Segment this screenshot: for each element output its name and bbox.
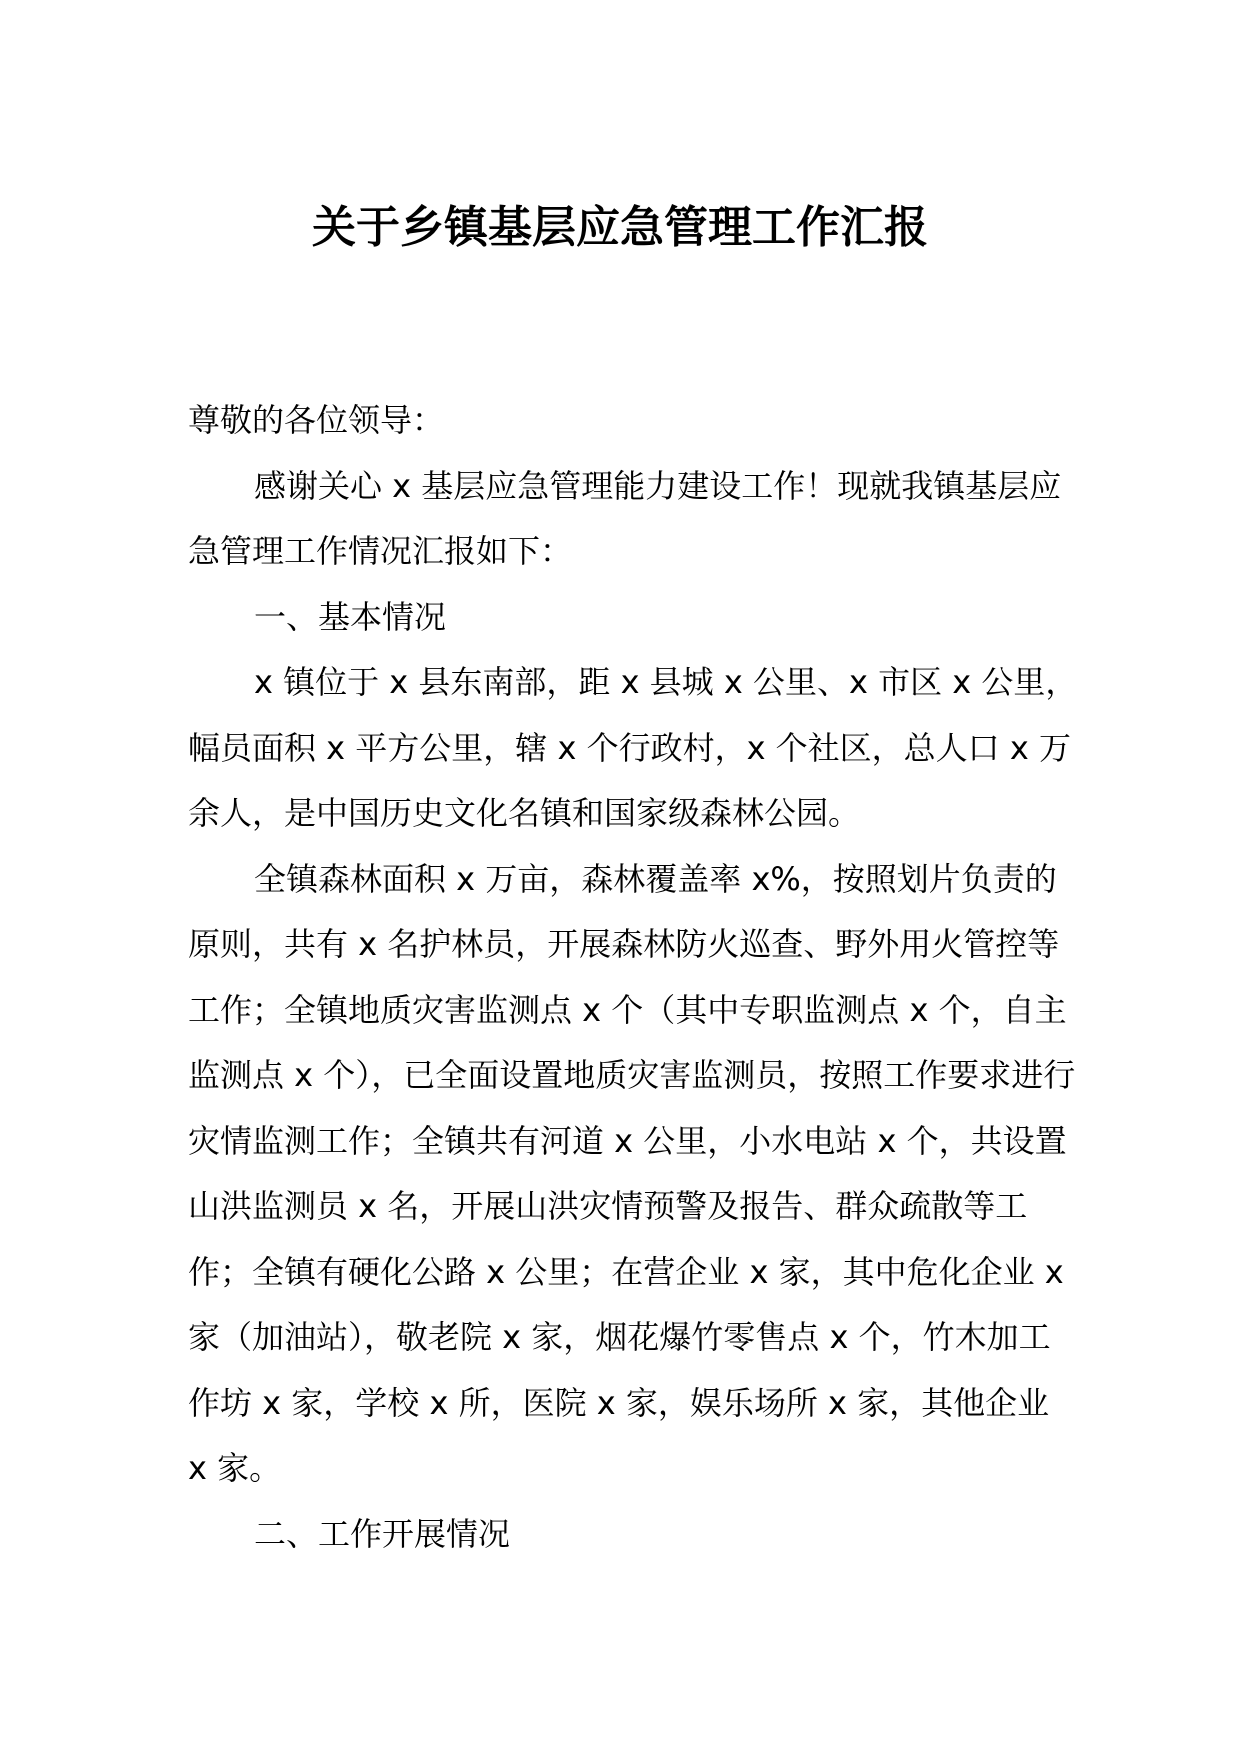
section-heading-work-progress: 二、工作开展情况 [254,1514,511,1553]
document-title: 关于乡镇基层应急管理工作汇报 [312,202,928,253]
section-heading-basic-situation: 一、基本情况 [254,597,447,636]
document-body [188,388,1078,1567]
town-overview-paragraph: x 镇位于 x 县东南部，距 x 县城 x 公里、x 市区 x 公里，幅员面积 x 平方公里，辖 x 个行政村，x 个社区，总人口 x 万余人，是中国历史文化名镇和国家级森林公园。 [188,663,1078,832]
forest-and-hazards-paragraph: 全镇森林面积 x 万亩，森林覆盖率 x%，按照划片负责的原则，共有 x 名护林员，开展森林防火巡查、野外用火管控等工作；全镇地质灾害监测点 x 个（其中专职监测点 x 个，自主监测点 x 个），已全面设置地质灾害监测员，按照工作要求进行灾情监测工作；全镇共有河道 x 公里，小水电站 x 个，共设置山洪监测员 x 名，开展山洪灾情预警及报告、群众疏散等工作；全镇有硬化公路 x 公里；在营企业 x 家，其中危化企业 x 家（加油站），敬老院 x 家，烟花爆竹零售点 x 个，竹木加工作坊 x 家，学校 x 所，医院 x 家，娱乐场所 x 家，其他企业 x 家。 [188,859,1076,1487]
intro-paragraph: 感谢关心 x 基层应急管理能力建设工作！现就我镇基层应急管理工作情况汇报如下： [188,466,1062,570]
salutation: 尊敬的各位领导： [188,401,445,439]
